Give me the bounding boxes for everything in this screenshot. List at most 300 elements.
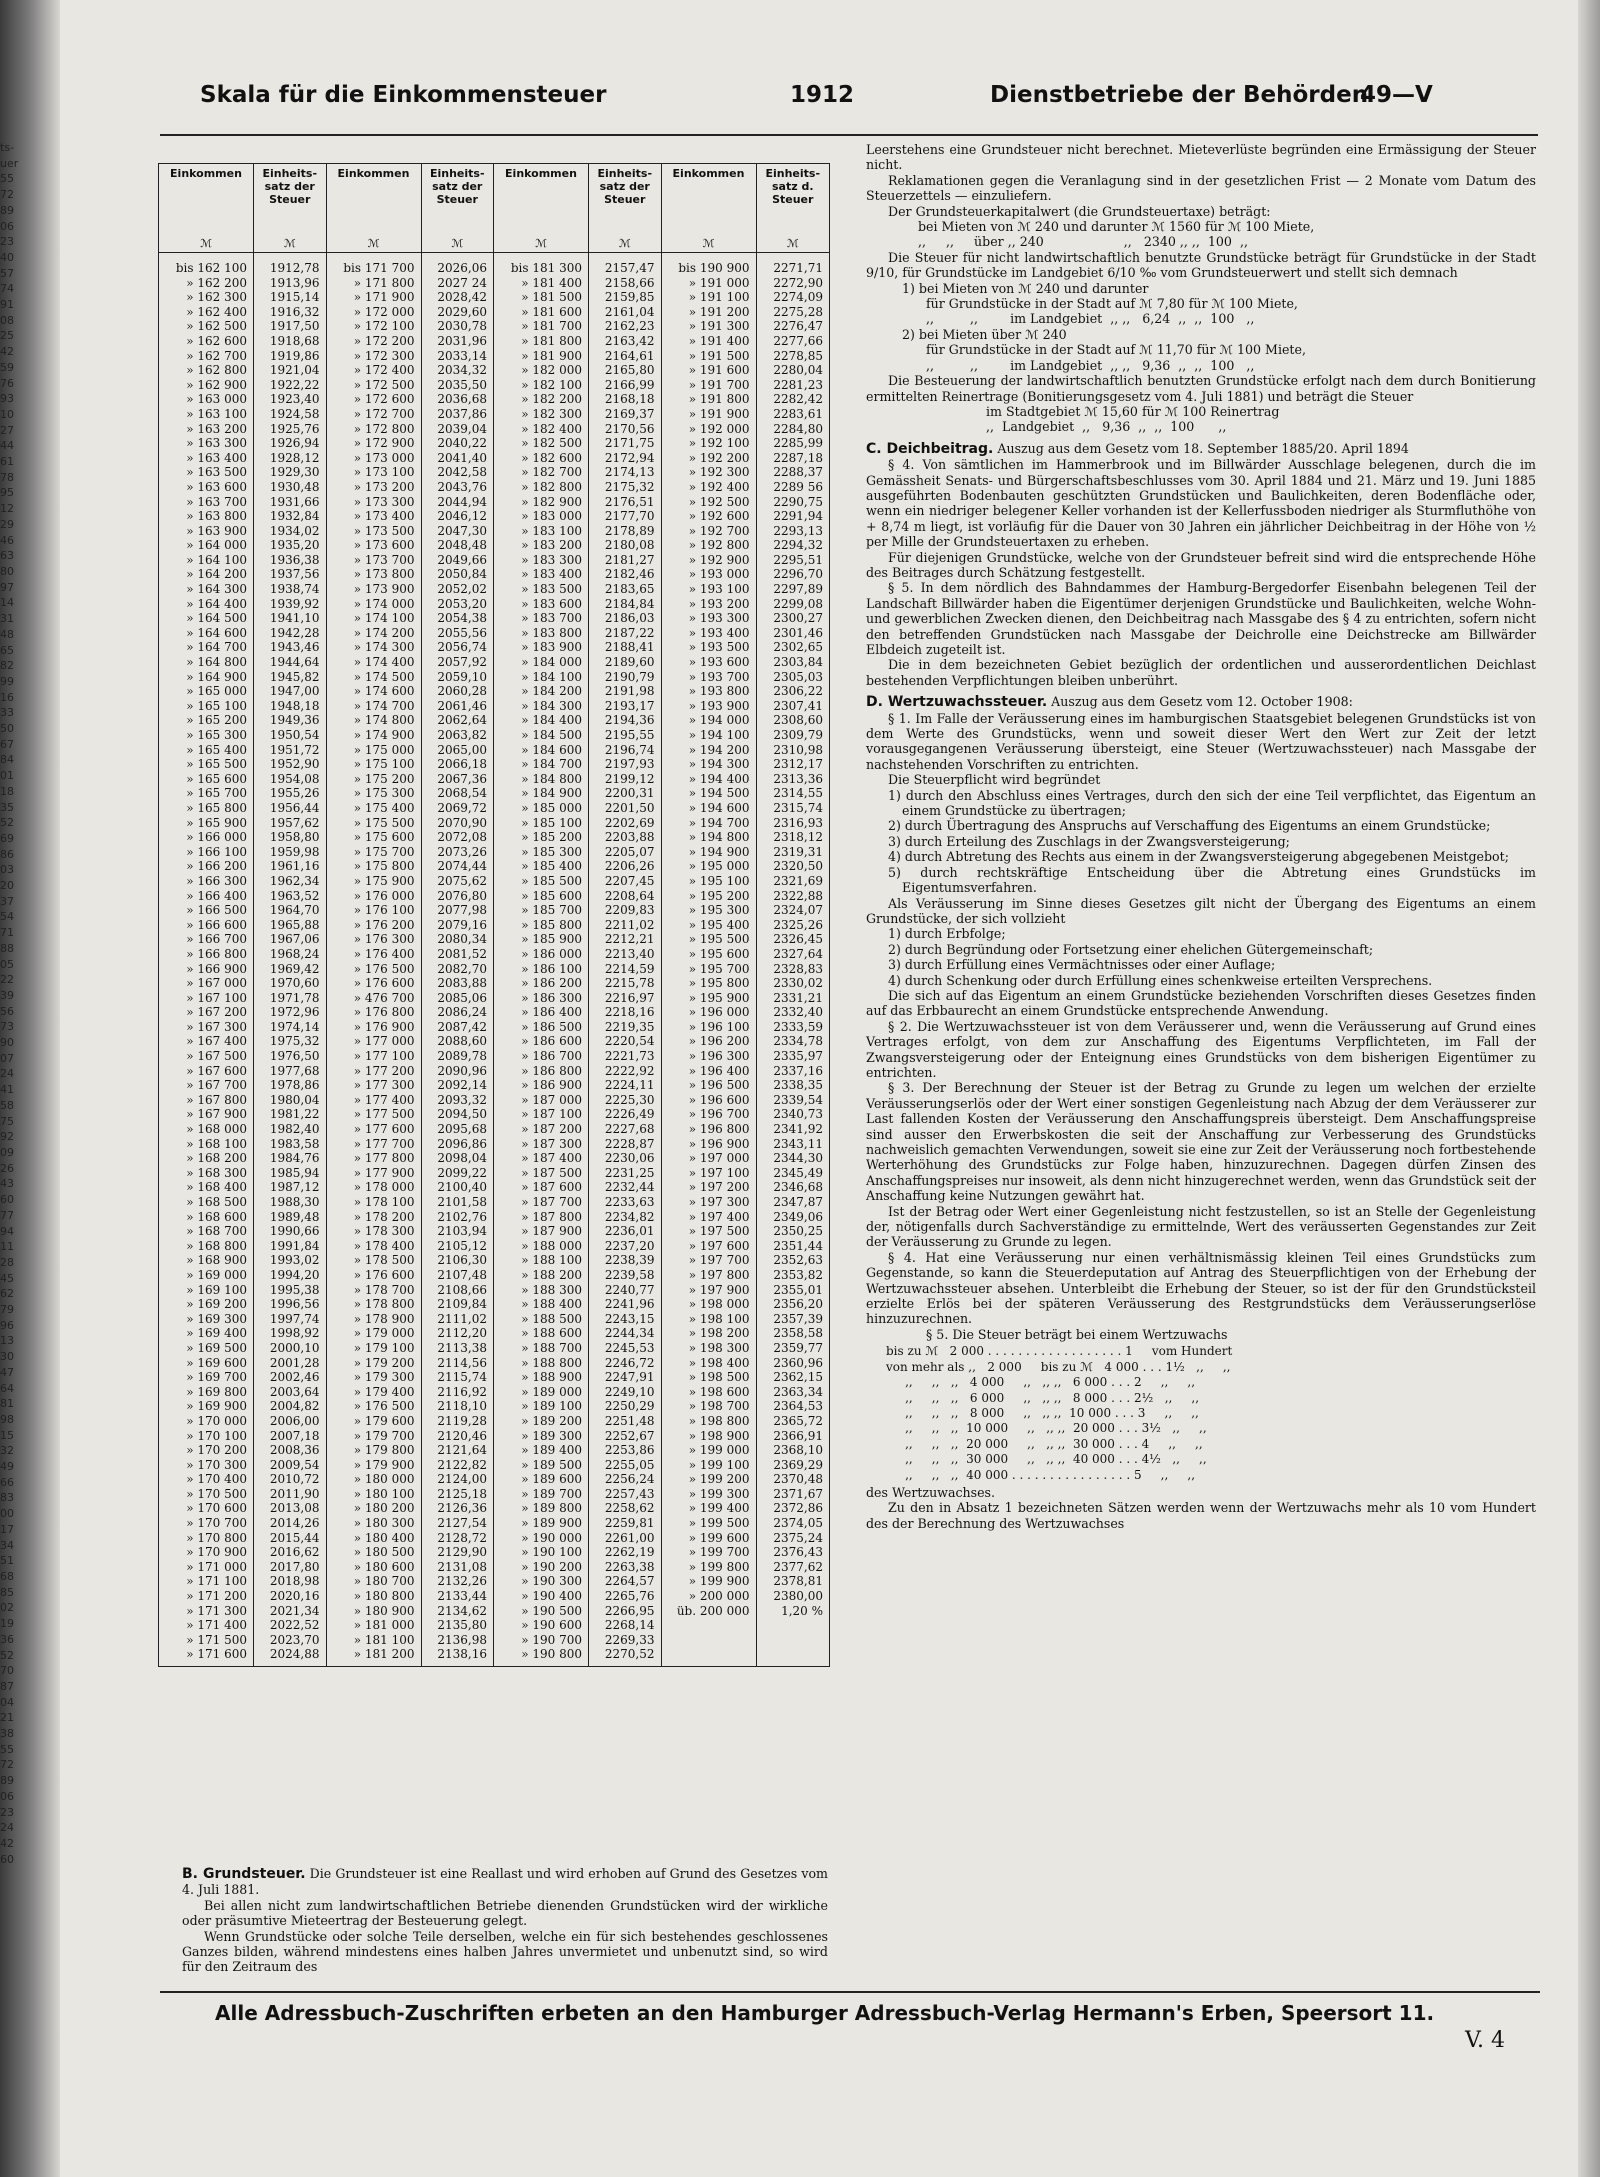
rate-cell: 2351,44 [773, 1238, 823, 1253]
edge-number: 47 [0, 1365, 14, 1379]
income-cell: » 191 800 [688, 392, 750, 407]
income-cell: » 164 000 [186, 538, 247, 553]
income-cell: » 168 200 [186, 1151, 247, 1166]
column-header [494, 164, 589, 252]
rate-cell: 2202,69 [604, 815, 655, 830]
income-cell: bis 171 700 [343, 261, 415, 275]
income-cell: » 171 400 [186, 1618, 247, 1633]
income-cell: » 164 700 [186, 640, 247, 655]
income-cell: » 185 100 [521, 815, 582, 830]
edge-number: 04 [0, 1695, 14, 1709]
rate-cell: 1957,62 [269, 815, 320, 830]
income-cell: » 168 600 [186, 1209, 247, 1224]
income-cell: » 172 400 [353, 363, 415, 378]
rate-cell: 2069,72 [437, 800, 487, 815]
rate-cell: 2372,86 [773, 1501, 823, 1516]
page-header [160, 82, 1540, 122]
income-cell: » 169 000 [186, 1267, 247, 1282]
rate-cell: 2291,94 [773, 509, 823, 524]
income-column [159, 253, 254, 1666]
edge-number: 78 [0, 470, 14, 484]
rate-cell: 2039,04 [437, 421, 487, 436]
rate-cell: 2359,77 [773, 1340, 823, 1355]
income-cell: » 186 800 [521, 1063, 582, 1078]
income-cell: » 173 700 [353, 552, 415, 567]
rate-cell: 1984,76 [269, 1151, 320, 1166]
rate-cell: 2163,42 [604, 333, 655, 348]
income-cell: » 188 600 [521, 1326, 582, 1341]
rate-cell: 1983,58 [269, 1136, 320, 1151]
income-cell: » 180 000 [353, 1472, 415, 1487]
income-cell: » 173 200 [353, 479, 415, 494]
rate-cell: 2042,58 [437, 465, 487, 480]
rate-cell: 2077,98 [437, 903, 487, 918]
rate-cell: 2370,48 [773, 1472, 823, 1487]
edge-number: 61 [0, 455, 14, 469]
rate-cell: 2290,75 [773, 494, 823, 509]
edge-number: 66 [0, 1475, 14, 1489]
edge-number: 83 [0, 1491, 14, 1505]
rate-cell: 2111,02 [437, 1311, 487, 1326]
rate-cell: 1994,20 [269, 1267, 320, 1282]
income-cell: » 166 700 [186, 932, 247, 947]
header-rule [160, 134, 1538, 136]
rate-cell: 2241,96 [604, 1297, 655, 1312]
income-column [327, 253, 422, 1666]
income-cell: » 179 200 [353, 1355, 415, 1370]
rt-p4c: ,, ,, im Landgebiet ,, ,, 6,24 ,, ,, 100 ,, [926, 311, 1255, 327]
income-cell: » 181 200 [353, 1647, 415, 1662]
income-cell: » 190 400 [521, 1589, 582, 1604]
rate-cell: 1943,46 [269, 640, 320, 655]
income-cell: » 162 600 [186, 333, 247, 348]
income-cell: » 173 500 [353, 523, 415, 538]
income-cell: » 182 700 [521, 465, 582, 480]
rate-cell: 2031,96 [437, 333, 487, 348]
rate-cell: 2243,15 [604, 1311, 655, 1326]
scale-row: von mehr als ,, 2 000 bis zu ℳ 4 000 . . . 1½ ,, ,, [886, 1359, 1231, 1374]
edge-number: 77 [0, 1208, 14, 1222]
income-cell: » 193 300 [688, 611, 750, 626]
income-cell: » 171 300 [186, 1603, 247, 1618]
rate-cell: 2022,52 [269, 1618, 320, 1633]
list-item: 2) durch Begründung oder Fortsetzung einer ehelichen Gütergemeinschaft; [888, 941, 1374, 957]
income-cell: » 192 500 [688, 494, 750, 509]
edge-number: 60 [0, 1852, 14, 1866]
income-cell: » 163 200 [186, 421, 247, 436]
rate-cell: 2283,61 [773, 406, 823, 421]
edge-number: 41 [0, 1083, 14, 1097]
income-cell: » 167 300 [186, 1019, 247, 1034]
income-cell: » 188 400 [521, 1297, 582, 1312]
edge-number: 30 [0, 1350, 14, 1364]
income-cell: » 185 500 [521, 873, 582, 888]
rate-cell: 2016,62 [269, 1545, 320, 1560]
header-title: Skala für die Einkommensteuer [200, 82, 607, 108]
edge-number: 69 [0, 831, 14, 845]
rate-cell: 2089,78 [437, 1049, 487, 1064]
income-cell: » 162 500 [186, 319, 247, 334]
rate-cell: 2066,18 [437, 757, 487, 772]
income-cell: » 197 800 [688, 1267, 750, 1282]
right-column-text [866, 142, 1536, 1531]
income-cell: » 177 900 [353, 1165, 415, 1180]
income-cell: » 176 400 [353, 946, 415, 961]
rate-cell: 2308,60 [773, 713, 823, 728]
income-cell: » 177 300 [353, 1078, 415, 1093]
income-cell: » 170 200 [186, 1443, 247, 1458]
rate-cell: 2086,24 [437, 1005, 487, 1020]
income-cell: » 183 100 [521, 523, 582, 538]
income-cell: » 191 500 [688, 348, 750, 363]
income-cell: » 199 000 [688, 1443, 750, 1458]
rate-cell: 2183,65 [604, 582, 655, 597]
income-cell: » 164 500 [186, 611, 247, 626]
edge-number: 27 [0, 423, 14, 437]
rate-cell: 2315,74 [773, 800, 823, 815]
income-cell: » 177 000 [353, 1034, 415, 1049]
income-cell: » 182 500 [521, 436, 582, 451]
rate-cell: 2119,28 [437, 1413, 487, 1428]
income-cell: » 198 000 [688, 1297, 750, 1312]
rate-cell: 1918,68 [269, 333, 320, 348]
rate-cell: 2043,76 [437, 479, 487, 494]
income-cell: » 170 000 [186, 1413, 247, 1428]
rate-cell: 1998,92 [269, 1326, 320, 1341]
column-header-label: Einheits-satz der Steuer [262, 167, 318, 206]
rate-cell: 2275,28 [773, 304, 823, 319]
rt-d8: § 4. Hat eine Veräusserung nur einen verhältnismässig kleinen Teil eines Grundstücks zum Gegenstande, so kann die Steuerdeputation auf Antrag des Steuerpflichtigen von der Erhebung der Wertzuwachssteuer absehen. Unterbleibt die Erhebung der Steuer, so ist der für den Grundstücksteil erzielte Erlös bei der späteren Veräusserung des Restgrundstücks dem Veräusserungserlöse hinzuzurechnen. [866, 1249, 1536, 1327]
income-cell: » 164 200 [186, 567, 247, 582]
income-cell: » 164 100 [186, 552, 247, 567]
rate-cell: 2127,54 [437, 1516, 487, 1531]
rate-cell: 2301,46 [773, 625, 823, 640]
column-header [159, 164, 254, 252]
income-cell: » 168 700 [186, 1224, 247, 1239]
edge-number: 10 [0, 407, 14, 421]
income-cell: » 184 300 [521, 698, 582, 713]
rate-cell: 2059,10 [437, 669, 487, 684]
income-cell: » 193 400 [688, 625, 750, 640]
edge-number: 33 [0, 706, 14, 720]
rate-cell: 2285,99 [773, 436, 823, 451]
income-cell: » 177 700 [353, 1136, 415, 1151]
rate-cell: 2017,80 [269, 1559, 320, 1574]
income-cell: » 184 500 [521, 728, 582, 742]
rate-cell: 2007,18 [269, 1428, 320, 1443]
rate-cell: 2112,20 [437, 1326, 487, 1341]
income-cell: » 186 600 [521, 1034, 582, 1049]
income-cell: » 163 100 [186, 406, 247, 421]
edge-number: 09 [0, 1146, 14, 1159]
rate-column [589, 253, 662, 1666]
income-cell: » 184 200 [521, 684, 582, 699]
income-cell: » 191 900 [688, 406, 750, 421]
scale-row: ,, ,, ,, 40 000 . . . . . . . . . . . . . . . . 5 ,, ,, [886, 1467, 1196, 1482]
income-cell: » 197 600 [688, 1238, 750, 1253]
rate-cell: 1969,42 [269, 961, 320, 976]
rate-cell: 2268,14 [604, 1618, 655, 1633]
rate-cell: 1965,88 [269, 917, 320, 932]
edge-number: 26 [0, 1161, 14, 1175]
rate-cell: 2186,03 [604, 611, 655, 626]
rate-cell: 2171,75 [604, 436, 655, 451]
income-cell: » 168 300 [186, 1165, 247, 1180]
rate-column [422, 253, 495, 1666]
edge-number: 64 [0, 1381, 14, 1395]
income-cell: » 175 400 [353, 800, 415, 815]
rate-cell: 2332,40 [773, 1005, 823, 1020]
income-cell: » 176 600 [353, 976, 415, 991]
section-b-p1: Die Grundsteuer ist eine Reallast und wird erhoben auf Grund des Gesetzes vom 4. Juli 1881. [182, 1866, 828, 1898]
rate-cell: 2036,68 [437, 392, 487, 407]
rate-cell: 2124,00 [437, 1472, 487, 1487]
edge-number: 46 [0, 533, 14, 547]
rate-cell: 2190,79 [604, 669, 655, 684]
income-cell: » 190 800 [521, 1647, 582, 1662]
rate-cell: 2264,57 [604, 1574, 655, 1589]
rate-cell: 1951,72 [269, 742, 320, 757]
income-cell: » 165 600 [186, 771, 247, 786]
income-cell: » 194 000 [688, 713, 750, 728]
rate-cell: 2063,82 [437, 728, 487, 742]
income-cell: » 168 500 [186, 1195, 247, 1209]
rate-cell: 2157,47 [604, 261, 655, 275]
income-cell: » 193 600 [688, 655, 750, 670]
edge-number: 72 [0, 188, 14, 202]
rate-cell: 2159,85 [604, 290, 655, 305]
rt-p4e: für Grundstücke in der Stadt auf ℳ 11,70 für ℳ 100 Miete, [926, 342, 1306, 358]
income-cell: » 177 200 [353, 1063, 415, 1078]
rate-cell: 2281,23 [773, 377, 823, 392]
income-cell: » 166 900 [186, 961, 247, 976]
edge-number: 76 [0, 376, 14, 390]
rate-cell: 2035,50 [437, 377, 487, 392]
income-cell: » 192 300 [688, 465, 750, 480]
rate-cell: 2040,22 [437, 436, 487, 451]
income-cell: » 170 100 [186, 1428, 247, 1443]
income-cell: » 176 200 [353, 917, 415, 932]
income-column [662, 253, 757, 1666]
rate-cell: 2334,78 [773, 1034, 823, 1049]
column-header [662, 164, 757, 252]
column-header-unit: ℳ [535, 237, 547, 250]
edge-number: 57 [0, 266, 14, 280]
rate-cell: 2340,73 [773, 1107, 823, 1122]
income-cell: » 191 400 [688, 333, 750, 348]
income-cell: » 198 900 [688, 1428, 750, 1443]
scale-row: ,, ,, ,, 30 000 ,, ,, ,, 40 000 . . . 4½ ,, ,, [886, 1452, 1207, 1467]
income-cell: » 197 100 [688, 1165, 750, 1180]
rate-cell: 1944,64 [269, 655, 320, 670]
rate-cell: 2245,53 [604, 1340, 655, 1355]
rt-d4: Die sich auf das Eigentum an einem Grundstücke beziehenden Vorschriften dieses Gesetzes finden auf das Erbbaurecht an einem Grundstücke entsprechende Anwendung. [866, 987, 1536, 1019]
rt-c3: § 5. In dem nördlich des Bahndammes der Hamburg-Bergedorfer Eisenbahn belegenen Teil der Landschaft Billwärder haben die Eigentümer derjenigen Grundstücke und Baulichkeiten, welche Wohn- und gewerblichen Zwecken dienen, den Deichbeitrag nach Massgabe des § 4 zu entrichten, sofern nicht den betreffenden Grundstücken nach Massgabe der Deichrolle eine Deichstrecke am Billwärder Elbdeich zugeteilt ist. [866, 580, 1536, 657]
rate-cell: 1974,14 [269, 1019, 320, 1034]
income-cell: » 187 500 [521, 1165, 582, 1180]
rate-cell: 1962,34 [269, 873, 320, 888]
rate-cell: 2131,08 [437, 1559, 487, 1574]
rt-p5: Die Besteuerung der landwirtschaftlich benutzten Grundstücke erfolgt nach dem durch Bonitierung ermittelten Reinertrage (Bonitierungsgesetz vom 4. Juli 1881) und beträgt die Steuer [866, 373, 1536, 404]
rate-cell: 2047,30 [437, 523, 487, 538]
income-cell: » 182 800 [521, 479, 582, 494]
rt-d10: des Wertzuwachses. [866, 1484, 996, 1500]
income-cell: » 172 200 [353, 333, 415, 348]
rt-d2-list [866, 788, 1536, 896]
income-cell: » 169 300 [186, 1311, 247, 1326]
rate-cell: 2101,58 [437, 1195, 487, 1209]
income-cell: » 189 700 [521, 1486, 582, 1501]
income-cell: » 167 900 [186, 1107, 247, 1122]
rate-cell: 2180,08 [604, 538, 655, 553]
rate-cell: 2251,48 [604, 1413, 655, 1428]
rate-cell: 2309,79 [773, 728, 823, 742]
rate-cell: 2033,14 [437, 348, 487, 363]
wertzuwachs-scale [886, 1344, 1536, 1483]
rate-cell: 1934,02 [269, 523, 320, 538]
income-cell: » 185 400 [521, 859, 582, 874]
income-cell: » 199 900 [688, 1574, 750, 1589]
income-cell: » 169 900 [186, 1399, 247, 1414]
rate-cell: 1,20 % [781, 1603, 823, 1618]
income-cell: » 171 000 [186, 1559, 247, 1574]
rate-cell: 2129,90 [437, 1545, 487, 1560]
rate-cell: 2371,67 [773, 1486, 823, 1501]
rate-cell: 2093,32 [437, 1092, 487, 1107]
edge-number: 59 [0, 360, 14, 374]
edge-number: 08 [0, 313, 14, 327]
edge-number: 11 [0, 1240, 14, 1254]
rate-cell: 2209,83 [604, 903, 655, 918]
income-cell: » 192 700 [688, 523, 750, 538]
rate-cell: 1975,32 [269, 1034, 320, 1049]
income-cell: » 195 700 [688, 961, 750, 976]
income-cell: » 169 600 [186, 1355, 247, 1370]
rate-cell: 2009,54 [269, 1457, 320, 1472]
income-cell: » 181 800 [521, 333, 582, 348]
edge-number: 17 [0, 1522, 14, 1536]
edge-number: 52 [0, 1648, 14, 1662]
rt-d1: § 1. Im Falle der Veräusserung eines im hamburgischen Staatsgebiet belegenen Grundstücks ist von dem Werte des Grundstücks, wenn und soweit dieser Wert den Wert zur Zeit der letzt vorausgegangenen Veräusserung übersteigt, eine Steuer (Wertzuwachssteuer) nach Massgabe der nachstehenden Vorschriften zu entrichten. [866, 710, 1536, 772]
rate-cell: 2184,84 [604, 596, 655, 611]
income-cell: » 194 500 [688, 786, 750, 801]
edge-number: 50 [0, 722, 14, 736]
edge-number: 24 [0, 1067, 14, 1081]
income-cell: » 176 900 [353, 1019, 415, 1034]
income-cell: » 174 500 [353, 669, 415, 684]
rate-column [254, 253, 327, 1666]
rate-cell: 2228,87 [604, 1136, 655, 1151]
edge-number: 38 [0, 1727, 14, 1741]
income-cell: » 193 000 [688, 567, 750, 582]
income-cell: » 190 600 [521, 1618, 582, 1633]
rate-cell: 2048,48 [437, 538, 487, 553]
rate-cell: 2041,40 [437, 450, 487, 465]
edge-number: 24 [0, 1821, 14, 1835]
rate-cell: 2158,66 [604, 275, 655, 290]
income-cell: » 166 000 [186, 830, 247, 845]
rate-cell: 2293,13 [773, 523, 823, 538]
rate-cell: 2252,67 [604, 1428, 655, 1443]
rt-p3b: ,, ,, über ,, 240 ,, 2340 ,, ,, 100 ,, [918, 234, 1248, 250]
income-cell: » 192 000 [688, 421, 750, 436]
rate-cell: 2107,48 [437, 1267, 487, 1282]
income-cell: » 187 200 [521, 1122, 582, 1137]
rate-cell: 2318,12 [773, 830, 823, 845]
rate-cell: 2330,02 [773, 976, 823, 991]
rate-cell: 2126,36 [437, 1501, 487, 1516]
rate-cell: 2240,77 [604, 1282, 655, 1297]
rate-cell: 2374,05 [773, 1516, 823, 1531]
rate-cell: 2120,46 [437, 1428, 487, 1443]
rate-cell: 2201,50 [604, 800, 655, 815]
edge-number: 52 [0, 816, 14, 830]
edge-number: 55 [0, 1742, 14, 1756]
rt-d3-list [866, 926, 1536, 988]
income-cell: » 189 500 [521, 1457, 582, 1472]
rate-cell: 2196,74 [604, 742, 655, 757]
column-header [757, 164, 830, 252]
rate-cell: 2222,92 [604, 1063, 655, 1078]
rate-cell: 2224,11 [604, 1078, 655, 1093]
edge-number: 22 [0, 973, 14, 987]
income-cell: » 167 200 [186, 1005, 247, 1020]
rate-cell: 2006,00 [269, 1413, 320, 1428]
rate-cell: 1971,78 [269, 990, 320, 1005]
rate-cell: 1961,16 [269, 859, 320, 874]
rate-cell: 2015,44 [269, 1530, 320, 1545]
rate-cell: 2263,38 [604, 1559, 655, 1574]
income-cell: » 170 600 [186, 1501, 247, 1516]
rt-d2: Die Steuerpflicht wird begründet [888, 772, 1101, 788]
rate-cell: 2360,96 [773, 1355, 823, 1370]
income-cell: » 476 700 [353, 990, 415, 1005]
rate-cell: 2206,26 [604, 859, 655, 874]
rate-cell: 2356,20 [773, 1297, 823, 1312]
rate-cell: 2068,54 [437, 786, 487, 801]
rt-p2: Reklamationen gegen die Veranlagung sind in der gesetzlichen Frist — 2 Monate vom Datum des Steuerzettels — einzuliefern. [866, 172, 1536, 204]
column-header-unit: ℳ [618, 237, 631, 250]
income-cell: » 197 200 [688, 1180, 750, 1195]
edge-number: 97 [0, 580, 14, 594]
income-cell: » 189 200 [521, 1413, 582, 1428]
rate-cell: 2113,38 [437, 1340, 487, 1355]
income-cell: » 168 900 [186, 1253, 247, 1268]
income-cell: » 169 200 [186, 1297, 247, 1312]
income-cell: » 188 100 [521, 1253, 582, 1268]
rate-cell: 2090,96 [437, 1063, 487, 1078]
income-cell: » 187 700 [521, 1195, 582, 1209]
income-cell: » 197 700 [688, 1253, 750, 1268]
rate-cell: 1958,80 [269, 830, 320, 845]
rate-cell: 1954,08 [269, 771, 320, 786]
income-cell: » 170 300 [186, 1457, 247, 1472]
list-item: 4) durch Schenkung oder durch Erfüllung eines schenkweise erteilten Versprechens. [888, 972, 1433, 988]
edge-number: 02 [0, 1601, 14, 1615]
income-cell: » 165 800 [186, 800, 247, 815]
rt-c1: § 4. Von sämtlichen im Hammerbrook und im Billwärder Ausschlage belegenen, durch die im Gemässheit Senats- und Bürgerschaftsbeschlusses vom 30. April 1884 und 21. März und 19. Juni 1885 ausgeführten Bodenbauten geschützten Grundstücken und Baulichkeiten, deren Bodenfläche oder, wenn ein niedriger belegener Keller vorhanden ist der Kellerfussboden niedriger als Sturmfluthöhe von + 8,74 m liegt, ist vorläufig für die Dauer von 30 Jahren ein jährlicher Deichbeitrag in der Höhe von ½ per Mille der Grundsteuertaxen zu erheben. [866, 457, 1536, 550]
rate-cell: 1926,94 [269, 436, 320, 451]
income-cell: » 198 800 [688, 1413, 750, 1428]
edge-number: 29 [0, 517, 14, 531]
rt-p4d: 2) bei Mieten über ℳ 240 [902, 326, 1067, 342]
income-cell: » 189 600 [521, 1472, 582, 1487]
rt-d3: Als Veräusserung im Sinne dieses Gesetzes gilt nicht der Übergang des Eigentums an einem Grundstücke, der sich vollzieht [866, 895, 1536, 926]
income-cell: » 191 600 [688, 363, 750, 378]
rate-cell: 2102,76 [437, 1209, 487, 1224]
rate-cell: 2270,52 [604, 1647, 655, 1662]
income-cell: » 198 100 [688, 1311, 750, 1326]
